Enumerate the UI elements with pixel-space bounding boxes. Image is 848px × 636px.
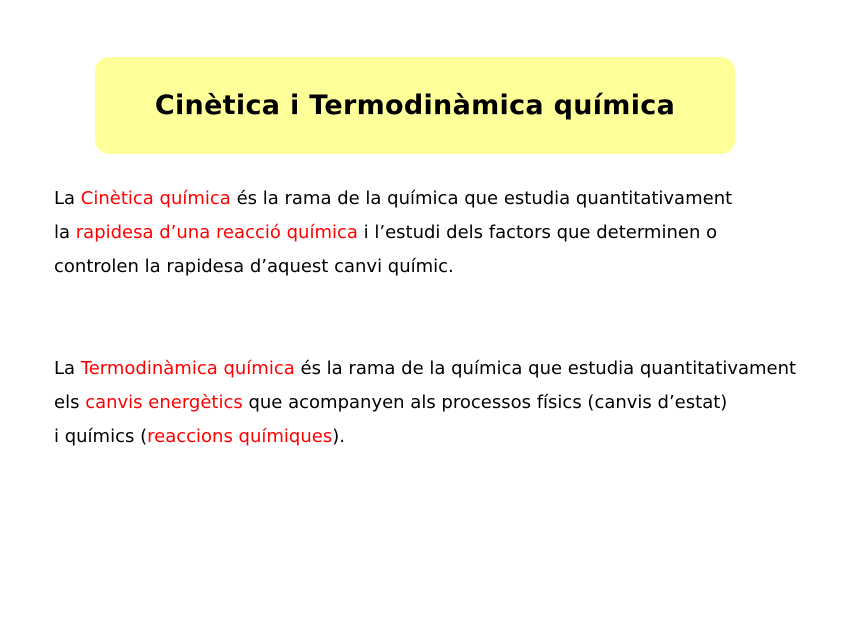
highlighted-term: reaccions químiques <box>147 426 333 447</box>
paragraph-line <box>54 386 796 420</box>
highlighted-term: Cinètica química <box>80 188 231 209</box>
thermodynamics-paragraph <box>54 352 796 454</box>
highlighted-term: rapidesa d’una reacció química <box>75 222 358 243</box>
text-run: controlen la rapidesa d’aquest canvi químic. <box>54 256 454 277</box>
text-run: els <box>54 392 86 413</box>
text-run: La <box>54 358 81 379</box>
slide-title: Cinètica i Termodinàmica química <box>154 90 676 121</box>
paragraph-line <box>54 250 732 284</box>
kinetics-paragraph <box>54 182 732 284</box>
paragraph-line <box>54 216 732 250</box>
paragraph-line <box>54 352 796 386</box>
text-run: la <box>54 222 76 243</box>
text-run: i químics ( <box>54 426 148 447</box>
title-box <box>95 57 735 154</box>
text-run: ). <box>332 426 345 447</box>
text-run: és la rama de la química que estudia quantitativament <box>294 358 797 379</box>
text-run: és la rama de la química que estudia quantitativament <box>230 188 733 209</box>
text-run: que acompanyen als processos físics (canvis d’estat) <box>242 392 728 413</box>
highlighted-term: canvis energètics <box>85 392 243 413</box>
text-run: La <box>54 188 81 209</box>
paragraph-line <box>54 420 796 454</box>
text-run: i l’estudi dels factors que determinen o <box>357 222 718 243</box>
paragraph-line <box>54 182 732 216</box>
highlighted-term: Termodinàmica química <box>80 358 295 379</box>
